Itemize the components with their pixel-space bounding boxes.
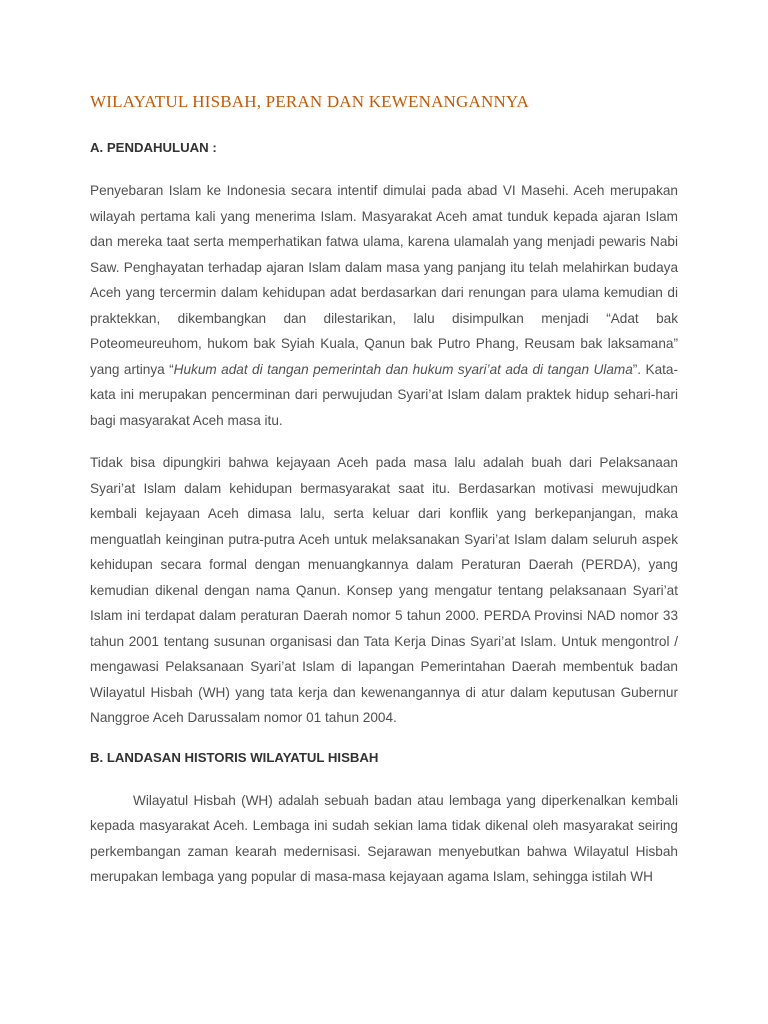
document-page xyxy=(90,92,678,907)
paragraph-text: Penyebaran Islam ke Indonesia secara intentif dimulai pada abad VI Masehi. Aceh merupakan wilayah pertama kali yang menerima Islam. Masyarakat Aceh amat tunduk kepada ajaran Islam dan mereka taat serta memperhatikan fatwa ulama, karena ulamalah yang menjadi pewaris Nabi Saw. Penghayatan terhadap ajaran Islam dalam masa yang panjang itu telah melahirkan budaya Aceh yang tercermin dalam kehidupan adat berdasarkan dari renungan para ulama kemudian di praktekkan, dikembangkan dan dilestarikan, lalu disimpulkan menjadi “Adat bak Poteomeureuhom, hukom bak Syiah Kuala, Qanun bak Putro Phang, Reusam bak laksamana” yang artinya “ xyxy=(90,183,678,377)
paragraph-text: ”. Kata-kata ini merupakan pencerminan dari perwujudan Syari’at Islam dalam praktek hidup sehari-hari bagi masyarakat Aceh masa itu. xyxy=(90,361,678,428)
section-b-heading: B. LANDASAN HISTORIS WILAYATUL HISBAH xyxy=(90,749,379,765)
section-a-paragraph-2: Tidak bisa dipungkiri bahwa kejayaan Aceh pada masa lalu adalah buah dari Pelaksanaan Syari’at Islam dalam kehidupan bermasyarakat saat itu. Berdasarkan motivasi mewujudkan kembali kejayaan Aceh dimasa lalu, serta keluar dari konflik yang berkepanjangan, maka menguatlah keinginan putra-putra Aceh untuk melaksanakan Syari’at Islam dalam seluruh aspek kehidupan secara formal dengan menuangkannya dalam Peraturan Daerah (PERDA), yang kemudian dikenal dengan nama Qanun. Konsep yang mengatur tentang pelaksanaan Syari’at Islam ini terdapat dalam peraturan Daerah nomor 5 tahun 2000. PERDA Provinsi NAD nomor 33 tahun 2001 tentang susunan organisasi dan Tata Kerja Dinas Syari’at Islam. Untuk mengontrol / mengawasi Pelaksanaan Syari’at Islam di lapangan Pemerintahan Daerah membentuk badan Wilayatul Hisbah (WH) yang tata kerja dan kewenangannya di atur dalam keputusan Gubernur Nanggroe Aceh Darussalam nomor 01 tahun 2004. xyxy=(90,455,678,725)
section-a-heading: A. PENDAHULUAN : xyxy=(90,140,217,155)
section-b-paragraph-1: Wilayatul Hisbah (WH) adalah sebuah badan atau lembaga yang diperkenalkan kembali kepada masyarakat Aceh. Lembaga ini sudah sekian lama tidak dikenal oleh masyarakat seiring perkembangan zaman kearah medernisasi. Sejarawan menyebutkan bahwa Wilayatul Hisbah merupakan lembaga yang popular di masa-masa kejayaan agama Islam, sehingga istilah WH xyxy=(90,792,678,884)
section-a-paragraph-1 xyxy=(90,178,678,433)
italic-quote: Hukum adat di tangan pemerintah dan hukum syari’at ada di tangan Ulama xyxy=(173,361,633,377)
document-title: WILAYATUL HISBAH, PERAN DAN KEWENANGANNYA xyxy=(90,92,530,111)
